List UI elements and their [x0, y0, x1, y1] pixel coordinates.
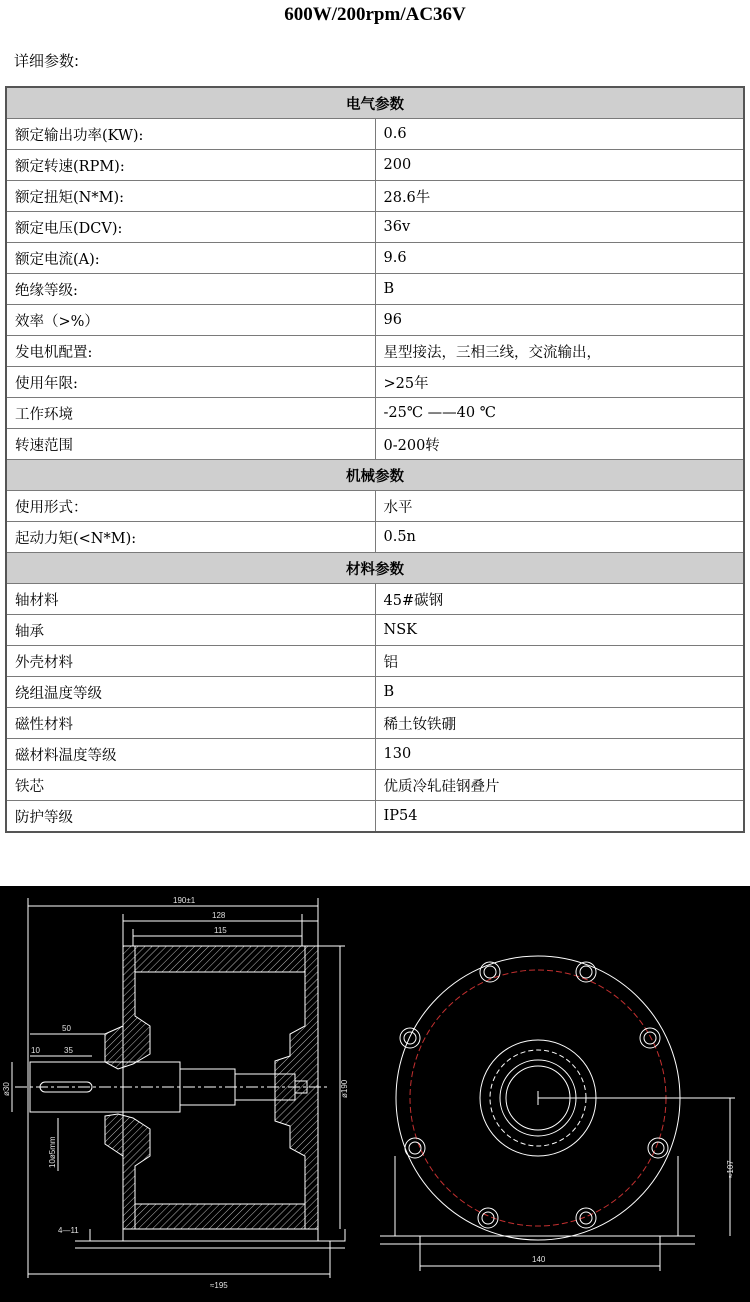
param-label: 效率（>%） [6, 305, 375, 336]
param-value: 0-200转 [375, 429, 744, 460]
table-row [6, 150, 744, 181]
dim-base-width: 140 [532, 1255, 546, 1264]
param-label: 绕组温度等级 [6, 677, 375, 708]
param-label: 发电机配置: [6, 336, 375, 367]
table-row [6, 770, 744, 801]
param-label: 使用形式： [6, 491, 375, 522]
param-value: 星型接法，三相三线，交流输出， [375, 336, 744, 367]
param-value: 36v [375, 212, 744, 243]
table-row [6, 491, 744, 522]
param-label: 轴材料 [6, 584, 375, 615]
section-title: 机械参数 [6, 460, 744, 491]
dim-housing-length: 128 [212, 911, 226, 920]
param-value: 稀土钕铁硼 [375, 708, 744, 739]
bolt-holes [400, 962, 668, 1228]
param-label: 起动力矩(<N*M): [6, 522, 375, 553]
param-value: 0.6 [375, 119, 744, 150]
dim-inner-length: 115 [214, 926, 227, 935]
param-label: 额定输出功率(KW): [6, 119, 375, 150]
param-value: B [375, 274, 744, 305]
param-label: 外壳材料 [6, 646, 375, 677]
param-value: 9.6 [375, 243, 744, 274]
table-row [6, 522, 744, 553]
param-label: 额定电流(A): [6, 243, 375, 274]
dim-keyway: 10ø5mm [48, 1136, 57, 1168]
param-value: 45#碳钢 [375, 584, 744, 615]
dim-shaft-diameter: ø30 [2, 1082, 11, 1096]
param-value: IP54 [375, 801, 744, 833]
side-view [12, 898, 345, 1278]
bolt-hole [640, 1028, 660, 1048]
param-value: NSK [375, 615, 744, 646]
param-label: 工作环境 [6, 398, 375, 429]
table-row [6, 181, 744, 212]
param-label: 磁性材料 [6, 708, 375, 739]
param-label: 防护等级 [6, 801, 375, 833]
table-row [6, 119, 744, 150]
param-value: -25℃ ——40 ℃ [375, 398, 744, 429]
section-title: 材料参数 [6, 553, 744, 584]
param-label: 轴承 [6, 615, 375, 646]
table-row [6, 615, 744, 646]
param-value: 96 [375, 305, 744, 336]
drawing-svg [0, 886, 750, 1302]
table-row [6, 398, 744, 429]
table-row [6, 429, 744, 460]
param-label: 额定扭矩(N*M): [6, 181, 375, 212]
front-view [380, 956, 735, 1271]
param-value: >25年 [375, 367, 744, 398]
section-header-row [6, 553, 744, 584]
spec-table [5, 86, 745, 833]
bolt-hole [478, 1208, 498, 1228]
section-header-row [6, 87, 744, 119]
bolt-hole [576, 1208, 596, 1228]
dim-key-offset: 10 [31, 1046, 40, 1055]
param-label: 绝缘等级: [6, 274, 375, 305]
dim-height: ø190 [340, 1079, 349, 1098]
param-label: 额定转速(RPM): [6, 150, 375, 181]
front-view-dimension-labels [532, 1160, 735, 1264]
technical-drawing [0, 886, 750, 1302]
param-value: B [375, 677, 744, 708]
table-row [6, 708, 744, 739]
section-title: 电气参数 [6, 87, 744, 119]
product-title: 600W/200rpm/AC36V [284, 4, 466, 25]
table-row [6, 801, 744, 833]
table-row [6, 739, 744, 770]
param-value: 优质冷轧硅钢叠片 [375, 770, 744, 801]
bolt-hole [400, 1028, 420, 1048]
param-value: 200 [375, 150, 744, 181]
table-row [6, 274, 744, 305]
table-row [6, 677, 744, 708]
table-row [6, 646, 744, 677]
dim-key-length: 35 [64, 1046, 73, 1055]
param-label: 铁芯 [6, 770, 375, 801]
param-label: 额定电压(DCV): [6, 212, 375, 243]
dim-center-height: ≈107 [726, 1160, 735, 1178]
table-row [6, 212, 744, 243]
table-row [6, 584, 744, 615]
dim-shaft-extension: 50 [62, 1024, 71, 1033]
table-row [6, 336, 744, 367]
param-value: 130 [375, 739, 744, 770]
param-label: 使用年限: [6, 367, 375, 398]
table-row [6, 367, 744, 398]
param-value: 水平 [375, 491, 744, 522]
dim-small-step: 4—11 [58, 1226, 79, 1235]
table-row [6, 305, 744, 336]
section-header-row [6, 460, 744, 491]
param-label: 磁材料温度等级 [6, 739, 375, 770]
param-label: 转速范围 [6, 429, 375, 460]
param-value: 0.5n [375, 522, 744, 553]
table-row [6, 243, 744, 274]
param-value: 铝 [375, 646, 744, 677]
detail-params-label: 详细参数: [14, 52, 80, 70]
param-value: 28.6牛 [375, 181, 744, 212]
bolt-hole [405, 1138, 425, 1158]
bolt-hole [648, 1138, 668, 1158]
dim-base-length: ≈195 [210, 1281, 228, 1290]
dim-overall-width: 190±1 [173, 896, 196, 905]
